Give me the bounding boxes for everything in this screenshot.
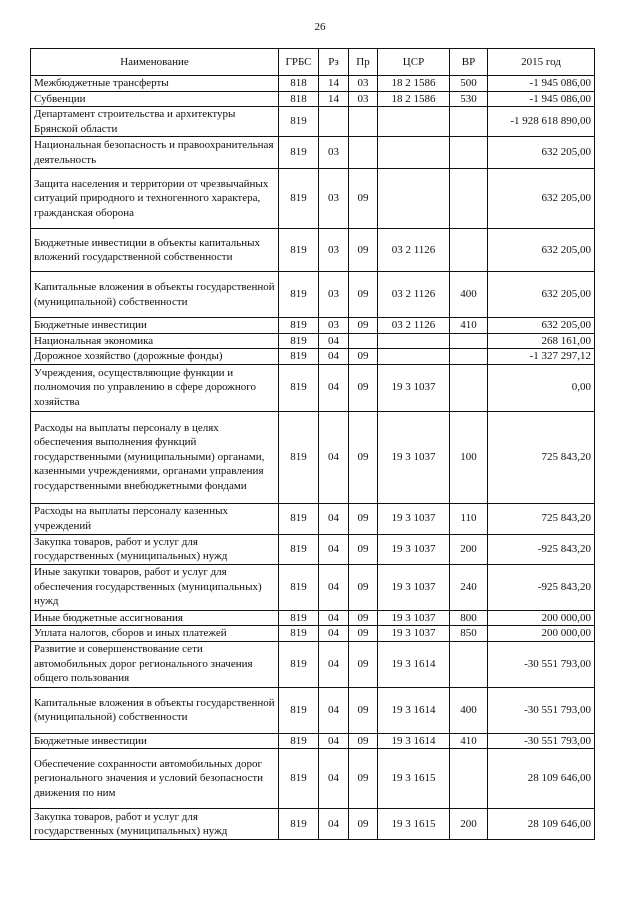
cell-rz: 03: [319, 272, 349, 318]
header-year: 2015 год: [488, 49, 595, 76]
cell-pr: 09: [349, 411, 378, 503]
cell-pr: 09: [349, 503, 378, 534]
table-row: [31, 333, 595, 349]
cell-pr: [349, 137, 378, 169]
cell-amount: -1 327 297,12: [488, 349, 595, 365]
cell-name: Уплата налогов, сборов и иных платежей: [31, 626, 279, 642]
cell-pr: 09: [349, 364, 378, 411]
cell-name: Бюджетные инвестиции: [31, 733, 279, 749]
cell-rz: 04: [319, 564, 349, 610]
cell-vr: 410: [450, 318, 488, 334]
cell-csr: 19 3 1037: [378, 534, 450, 564]
cell-csr: 19 3 1615: [378, 749, 450, 809]
cell-amount: 632 205,00: [488, 229, 595, 272]
cell-grbs: 819: [279, 349, 319, 365]
cell-amount: 632 205,00: [488, 169, 595, 229]
cell-amount: -925 843,20: [488, 564, 595, 610]
table-row: [31, 626, 595, 642]
table-row: [31, 411, 595, 503]
cell-vr: 850: [450, 626, 488, 642]
cell-pr: 03: [349, 91, 378, 107]
cell-grbs: 819: [279, 610, 319, 626]
cell-rz: 04: [319, 687, 349, 733]
cell-amount: 28 109 646,00: [488, 749, 595, 809]
table-row: [31, 272, 595, 318]
table-row: [31, 76, 595, 92]
table-row: [31, 749, 595, 809]
table-row: [31, 534, 595, 564]
header-vr: ВР: [450, 49, 488, 76]
cell-grbs: 819: [279, 534, 319, 564]
cell-vr: [450, 364, 488, 411]
cell-vr: [450, 169, 488, 229]
cell-name: Капитальные вложения в объекты государственной (муниципальной) собственности: [31, 687, 279, 733]
cell-csr: [378, 107, 450, 137]
cell-amount: -1 945 086,00: [488, 91, 595, 107]
cell-vr: [450, 349, 488, 365]
table-row: [31, 610, 595, 626]
cell-name: Бюджетные инвестиции в объекты капитальных вложений государственной собственности: [31, 229, 279, 272]
cell-pr: 09: [349, 687, 378, 733]
cell-name: Обеспечение сохранности автомобильных дорог регионального значения и условий безопасности движения по ним: [31, 749, 279, 809]
cell-grbs: 819: [279, 809, 319, 840]
cell-amount: 200 000,00: [488, 626, 595, 642]
table-row: [31, 641, 595, 687]
cell-vr: [450, 641, 488, 687]
cell-csr: [378, 137, 450, 169]
cell-amount: 632 205,00: [488, 318, 595, 334]
header-pr: Пр: [349, 49, 378, 76]
cell-pr: 09: [349, 809, 378, 840]
cell-grbs: 819: [279, 272, 319, 318]
cell-amount: -1 945 086,00: [488, 76, 595, 92]
cell-pr: 03: [349, 76, 378, 92]
table-row: [31, 169, 595, 229]
cell-csr: 18 2 1586: [378, 91, 450, 107]
cell-grbs: 819: [279, 137, 319, 169]
cell-name: Защита населения и территории от чрезвычайных ситуаций природного и техногенного характера, гражданская оборона: [31, 169, 279, 229]
cell-vr: 200: [450, 809, 488, 840]
cell-csr: [378, 333, 450, 349]
cell-pr: 09: [349, 349, 378, 365]
cell-pr: 09: [349, 564, 378, 610]
cell-pr: 09: [349, 318, 378, 334]
cell-grbs: 818: [279, 76, 319, 92]
cell-pr: [349, 107, 378, 137]
cell-pr: [349, 333, 378, 349]
table-row: [31, 687, 595, 733]
cell-vr: 400: [450, 687, 488, 733]
cell-vr: 200: [450, 534, 488, 564]
cell-amount: -30 551 793,00: [488, 641, 595, 687]
cell-pr: 09: [349, 641, 378, 687]
table-row: [31, 107, 595, 137]
cell-name: Развитие и совершенствование сети автомобильных дорог регионального значения общего пользования: [31, 641, 279, 687]
cell-pr: 09: [349, 272, 378, 318]
cell-name: Закупка товаров, работ и услуг для государственных (муниципальных) нужд: [31, 809, 279, 840]
cell-grbs: 819: [279, 169, 319, 229]
cell-rz: 03: [319, 137, 349, 169]
cell-vr: 800: [450, 610, 488, 626]
table-row: [31, 733, 595, 749]
cell-rz: [319, 107, 349, 137]
cell-csr: 18 2 1586: [378, 76, 450, 92]
cell-csr: [378, 349, 450, 365]
header-grbs: ГРБС: [279, 49, 319, 76]
cell-pr: 09: [349, 534, 378, 564]
cell-csr: 19 3 1614: [378, 733, 450, 749]
cell-grbs: 819: [279, 749, 319, 809]
cell-name: Закупка товаров, работ и услуг для государственных (муниципальных) нужд: [31, 534, 279, 564]
cell-rz: 04: [319, 503, 349, 534]
cell-amount: 725 843,20: [488, 411, 595, 503]
table-row: [31, 91, 595, 107]
cell-rz: 03: [319, 229, 349, 272]
cell-amount: -925 843,20: [488, 534, 595, 564]
page-number: 26: [314, 21, 326, 33]
cell-vr: [450, 137, 488, 169]
cell-csr: 03 2 1126: [378, 272, 450, 318]
cell-amount: -30 551 793,00: [488, 733, 595, 749]
cell-name: Расходы на выплаты персоналу в целях обеспечения выполнения функций государственными (муниципальными) органами, казенными учреждениями, органами управления государственными внебюджетными фондами: [31, 411, 279, 503]
table-row: [31, 349, 595, 365]
cell-amount: 632 205,00: [488, 272, 595, 318]
cell-grbs: 819: [279, 503, 319, 534]
cell-csr: 19 3 1037: [378, 503, 450, 534]
cell-rz: 04: [319, 626, 349, 642]
cell-csr: 19 3 1037: [378, 564, 450, 610]
cell-grbs: 818: [279, 91, 319, 107]
cell-grbs: 819: [279, 107, 319, 137]
cell-grbs: 819: [279, 687, 319, 733]
cell-vr: 100: [450, 411, 488, 503]
cell-name: Национальная экономика: [31, 333, 279, 349]
cell-pr: 09: [349, 626, 378, 642]
cell-name: Бюджетные инвестиции: [31, 318, 279, 334]
cell-amount: -30 551 793,00: [488, 687, 595, 733]
cell-vr: [450, 333, 488, 349]
header-name: Наименование: [31, 49, 279, 76]
cell-name: Дорожное хозяйство (дорожные фонды): [31, 349, 279, 365]
table-body: [31, 76, 595, 840]
cell-pr: 09: [349, 610, 378, 626]
table-header-row: [31, 49, 595, 76]
cell-grbs: 819: [279, 564, 319, 610]
cell-grbs: 819: [279, 411, 319, 503]
cell-pr: 09: [349, 169, 378, 229]
header-csr: ЦСР: [378, 49, 450, 76]
cell-rz: 04: [319, 534, 349, 564]
cell-rz: 04: [319, 349, 349, 365]
table-row: [31, 564, 595, 610]
header-rz: Рз: [319, 49, 349, 76]
cell-amount: 725 843,20: [488, 503, 595, 534]
table-row: [31, 809, 595, 840]
cell-name: Капитальные вложения в объекты государственной (муниципальной) собственности: [31, 272, 279, 318]
cell-amount: -1 928 618 890,00: [488, 107, 595, 137]
cell-csr: 19 3 1614: [378, 641, 450, 687]
cell-name: Иные закупки товаров, работ и услуг для обеспечения государственных (муниципальных) нужд: [31, 564, 279, 610]
cell-name: Межбюджетные трансферты: [31, 76, 279, 92]
cell-rz: 04: [319, 641, 349, 687]
cell-vr: [450, 229, 488, 272]
table-row: [31, 229, 595, 272]
cell-name: Расходы на выплаты персоналу казенных учреждений: [31, 503, 279, 534]
cell-vr: [450, 107, 488, 137]
cell-vr: 240: [450, 564, 488, 610]
cell-csr: 19 3 1037: [378, 626, 450, 642]
cell-csr: 19 3 1615: [378, 809, 450, 840]
cell-csr: 03 2 1126: [378, 318, 450, 334]
cell-vr: 400: [450, 272, 488, 318]
cell-amount: 268 161,00: [488, 333, 595, 349]
cell-rz: 04: [319, 333, 349, 349]
cell-rz: 04: [319, 364, 349, 411]
cell-rz: 14: [319, 91, 349, 107]
budget-table: [30, 48, 595, 840]
cell-amount: 28 109 646,00: [488, 809, 595, 840]
cell-csr: 19 3 1037: [378, 411, 450, 503]
cell-vr: 410: [450, 733, 488, 749]
cell-grbs: 819: [279, 364, 319, 411]
cell-grbs: 819: [279, 333, 319, 349]
cell-rz: 04: [319, 733, 349, 749]
cell-amount: 200 000,00: [488, 610, 595, 626]
cell-vr: 500: [450, 76, 488, 92]
cell-rz: 03: [319, 318, 349, 334]
cell-csr: [378, 169, 450, 229]
cell-grbs: 819: [279, 229, 319, 272]
cell-csr: 19 3 1037: [378, 364, 450, 411]
cell-pr: 09: [349, 749, 378, 809]
cell-rz: 04: [319, 411, 349, 503]
cell-grbs: 819: [279, 641, 319, 687]
cell-name: Иные бюджетные ассигнования: [31, 610, 279, 626]
cell-pr: 09: [349, 733, 378, 749]
cell-amount: 632 205,00: [488, 137, 595, 169]
cell-rz: 03: [319, 169, 349, 229]
cell-csr: 19 3 1037: [378, 610, 450, 626]
cell-name: Субвенции: [31, 91, 279, 107]
table-row: [31, 318, 595, 334]
cell-csr: 19 3 1614: [378, 687, 450, 733]
table-row: [31, 364, 595, 411]
cell-grbs: 819: [279, 318, 319, 334]
cell-csr: 03 2 1126: [378, 229, 450, 272]
cell-rz: 04: [319, 749, 349, 809]
table-row: [31, 137, 595, 169]
cell-rz: 04: [319, 610, 349, 626]
cell-vr: 110: [450, 503, 488, 534]
cell-vr: [450, 749, 488, 809]
cell-vr: 530: [450, 91, 488, 107]
cell-name: Учреждения, осуществляющие функции и полномочия по управлению в сфере дорожного хозяйства: [31, 364, 279, 411]
cell-grbs: 819: [279, 626, 319, 642]
cell-rz: 04: [319, 809, 349, 840]
cell-grbs: 819: [279, 733, 319, 749]
table-row: [31, 503, 595, 534]
cell-rz: 14: [319, 76, 349, 92]
cell-name: Департамент строительства и архитектуры Брянской области: [31, 107, 279, 137]
cell-amount: 0,00: [488, 364, 595, 411]
cell-pr: 09: [349, 229, 378, 272]
cell-name: Национальная безопасность и правоохранительная деятельность: [31, 137, 279, 169]
